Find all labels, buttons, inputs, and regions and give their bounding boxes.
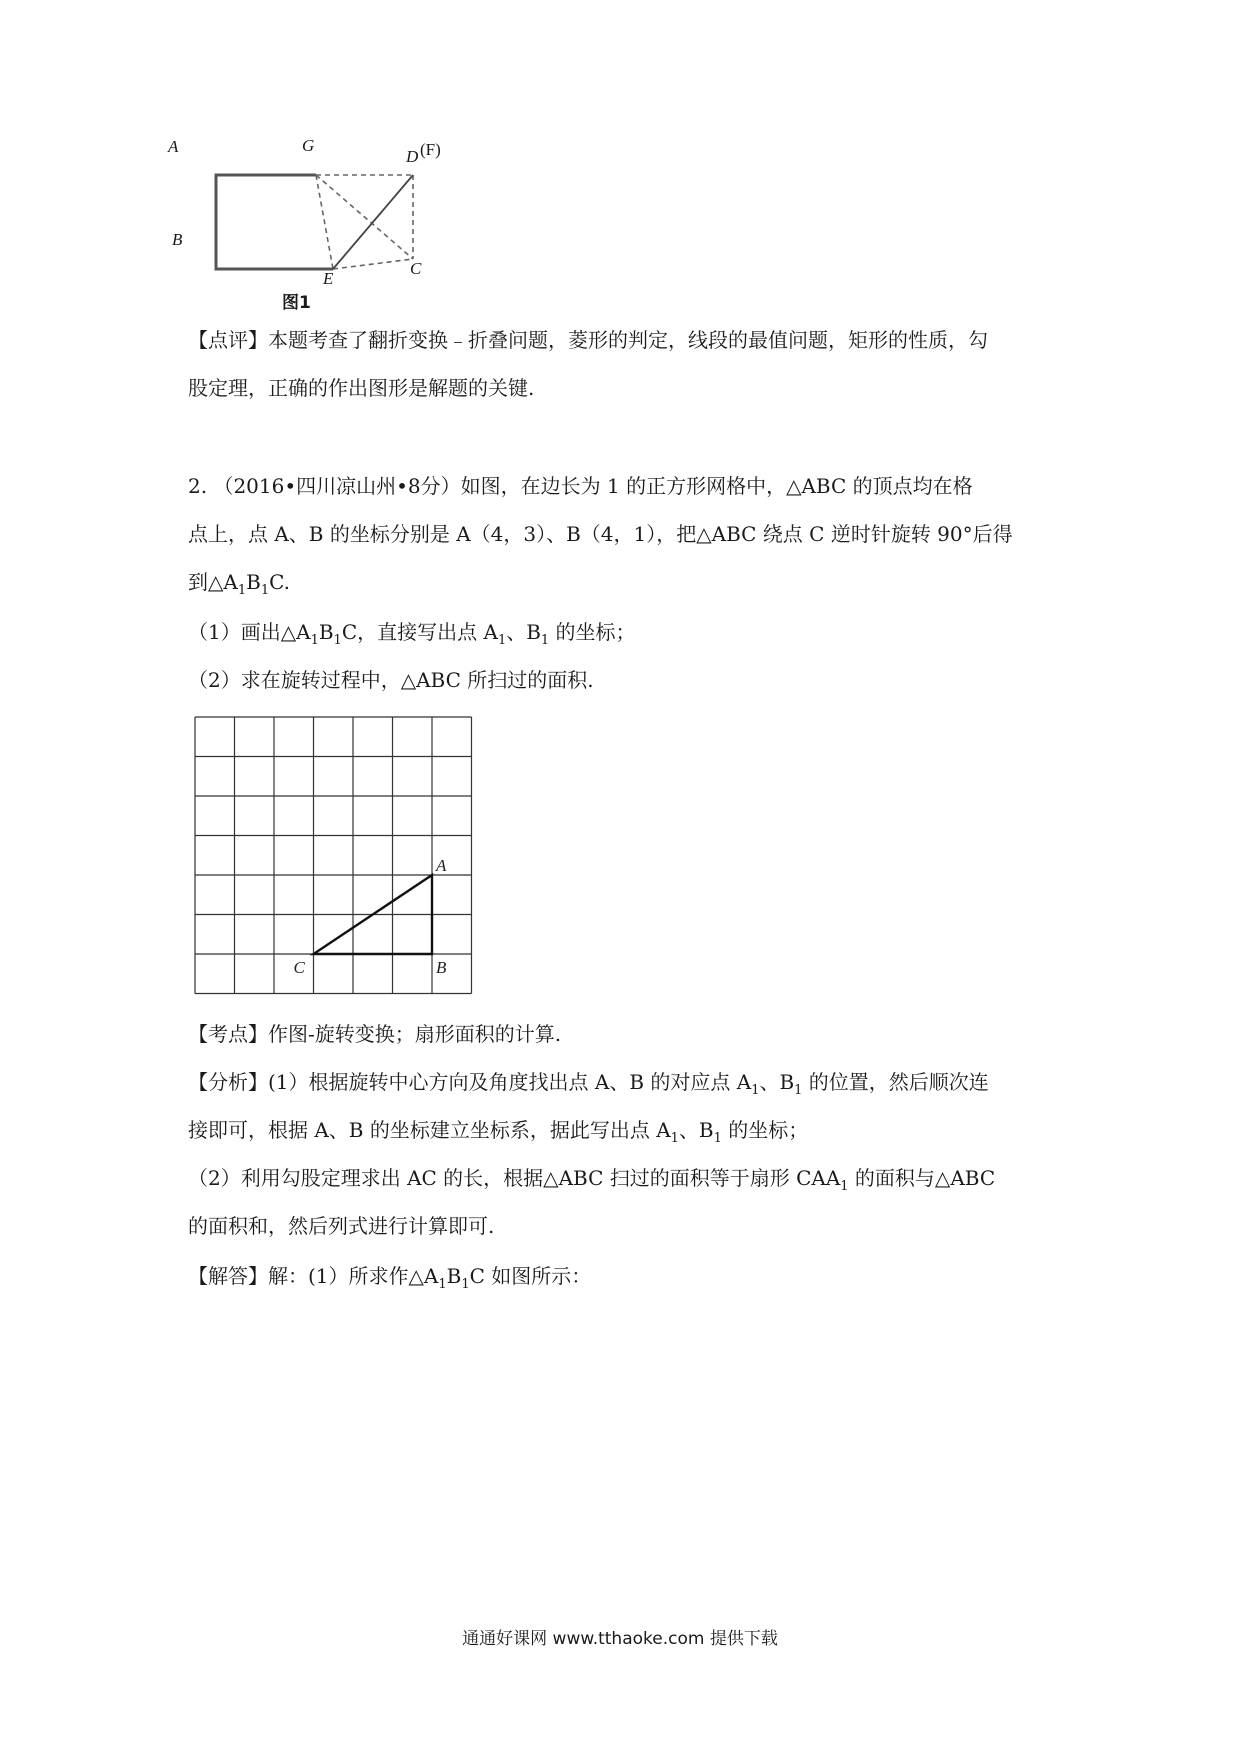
figure-1-drawing — [180, 150, 520, 315]
figure-1 — [168, 136, 520, 315]
comment-line-2: 股定理，正确的作出图形是解题的关键. — [188, 376, 535, 400]
rectangle-abeg — [216, 175, 333, 269]
problem-2-line-1: 2. （2016•四川凉山州•8分）如图，在边长为 1 的正方形网格中，△ABC 的顶点均在格 — [188, 474, 973, 498]
label-e: E — [323, 269, 334, 288]
question-1: （1）画出$\triangle A_1B_1C$，直接写出点 $A_1$、$B_1$ 的坐标； — [188, 620, 636, 648]
jieda-line: 【解答】解：(1）所求作$\triangle A_1B_1C$ 如图所示： — [188, 1264, 592, 1292]
dashed-fold-lines — [316, 175, 413, 269]
label-f: (F) — [420, 140, 441, 159]
comment-line-1: 【点评】本题考查了翻折变换﹣折叠问题，菱形的判定，线段的最值问题，矩形的性质，勾 — [188, 328, 988, 352]
point-label-b: B — [436, 958, 447, 977]
problem-2-line-2: 点上，点 A、B 的坐标分别是 A（4，3）、B（4，1），把△ABC 绕点 C 逆时针旋转 90°后得 — [188, 522, 1013, 546]
fenxi-line-3: （2）利用勾股定理求出 AC 的长，根据△ABC 扫过的面积等于扇形 $CAA_1$ 的面积与△ABC — [188, 1166, 996, 1194]
page-footer: 通通好课网 www.tthaoke.com 提供下载 — [462, 1629, 778, 1649]
grid-figure — [190, 712, 490, 1002]
label-a: A — [168, 137, 179, 156]
label-b: B — [172, 230, 183, 249]
segment-ed — [333, 175, 413, 269]
problem-2-line-3: 到$\triangle A_1B_1C$. — [188, 570, 291, 598]
label-c: C — [410, 259, 422, 278]
point-label-a: A — [436, 856, 447, 875]
figure-caption: 图1 — [282, 293, 311, 313]
kaodian-line: 【考点】作图-旋转变换；扇形面积的计算. — [188, 1022, 562, 1046]
label-d: D — [406, 147, 419, 166]
label-g: G — [302, 136, 315, 155]
fenxi-line-1: 【分析】(1）根据旋转中心方向及角度找出点 A、B 的对应点 $A_1$、$B_1$ 的位置，然后顺次连 — [188, 1070, 989, 1098]
question-2: （2）求在旋转过程中，△ABC 所扫过的面积. — [188, 668, 594, 692]
point-label-c: C — [293, 958, 305, 977]
fenxi-line-4: 的面积和，然后列式进行计算即可. — [188, 1214, 495, 1238]
grid-drawing — [190, 712, 490, 1002]
fenxi-line-2: 接即可，根据 A、B 的坐标建立坐标系，据此写出点 $A_1$、$B_1$ 的坐标； — [188, 1118, 809, 1146]
